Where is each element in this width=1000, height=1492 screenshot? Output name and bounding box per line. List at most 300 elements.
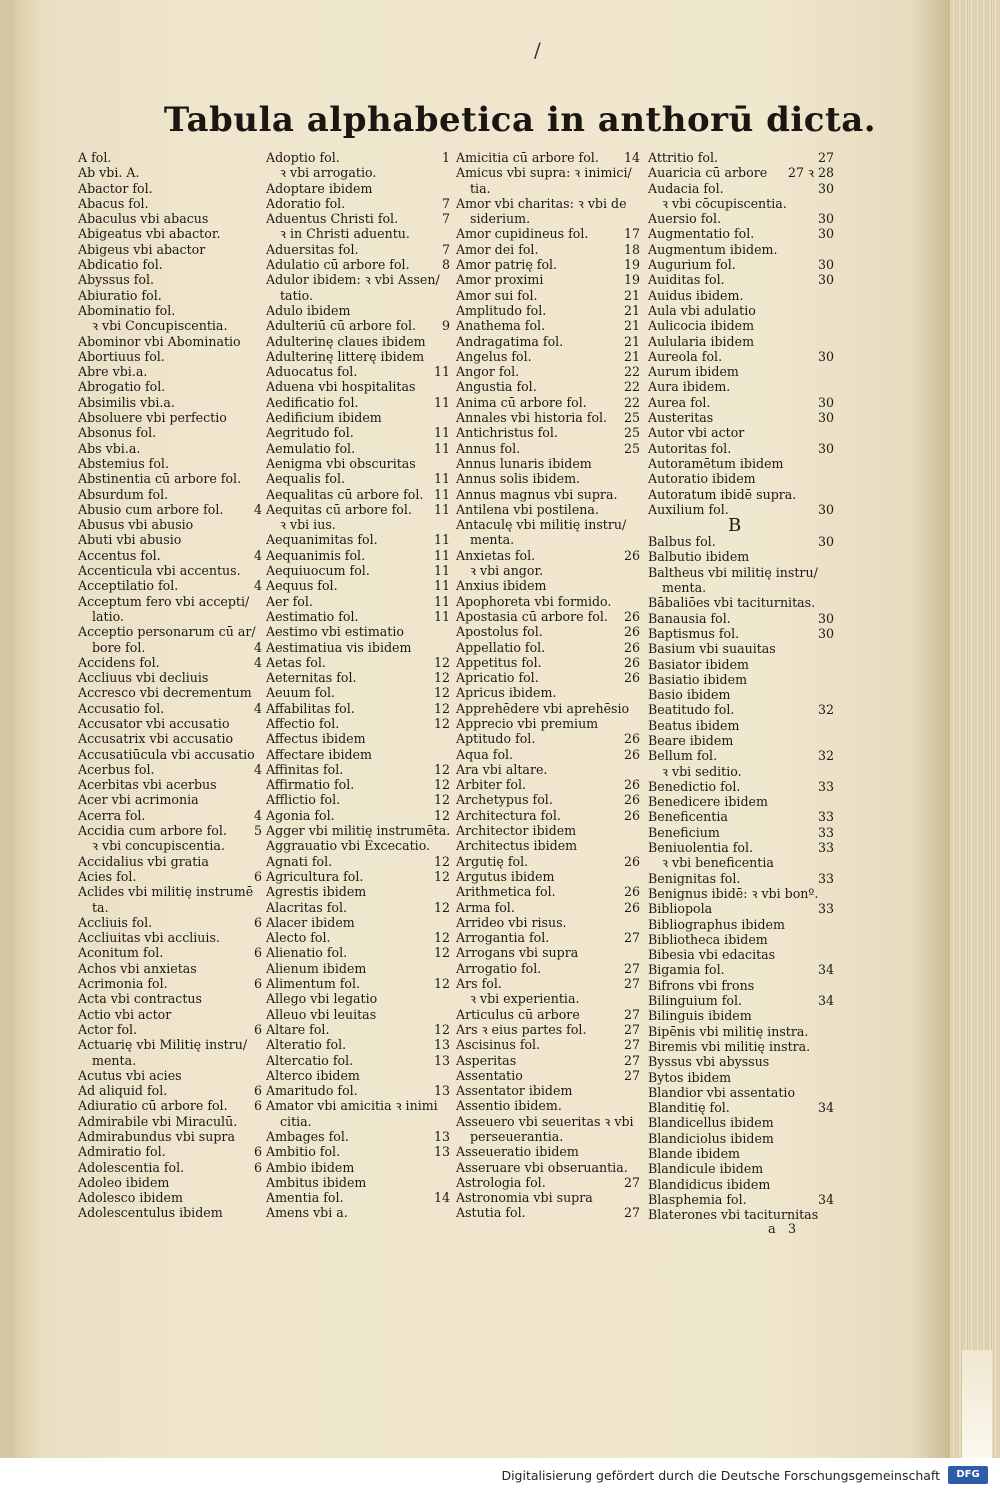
entry-term: ꝛ vbi ius.: [280, 517, 336, 533]
entry-term: Amplitudo fol.: [456, 302, 547, 318]
entry-folio-number: 12: [433, 1021, 450, 1037]
entry-folio-number: 27: [623, 1174, 640, 1190]
entry-term: Ara vbi altare.: [456, 761, 548, 777]
entry-term: Blasphemia fol.: [648, 1191, 747, 1207]
entry-term: Asseuero vbi seueritas ꝛ vbi: [456, 1113, 634, 1129]
entry-folio-number: 34: [817, 962, 834, 978]
index-entry: [648, 748, 836, 763]
index-entry: [456, 318, 642, 333]
index-entry: [456, 578, 642, 593]
index-entry: [456, 1022, 642, 1037]
index-entry: [266, 334, 452, 349]
entry-folio-number: 14: [433, 1190, 450, 1206]
entry-term: Ars fol.: [456, 976, 502, 992]
index-entry: [266, 1205, 452, 1220]
entry-term: Ambitio fol.: [266, 1144, 341, 1160]
index-entry: [456, 1129, 642, 1144]
entry-term: Autor vbi actor: [648, 425, 745, 441]
index-entry: [78, 1022, 264, 1037]
index-entry: [266, 150, 452, 165]
index-entry: [648, 181, 836, 196]
index-entry: [266, 976, 452, 991]
index-entry: [648, 733, 836, 748]
section-letter: [648, 517, 836, 534]
entry-term: Annus lunaris ibidem: [456, 455, 592, 471]
index-entry: [456, 181, 642, 196]
entry-folio-number: 11: [433, 608, 450, 624]
entry-term: Aestimatio fol.: [266, 608, 359, 624]
index-entry: [78, 502, 264, 517]
entry-term: Alteratio fol.: [266, 1037, 347, 1053]
index-entry: [266, 915, 452, 930]
index-entry: [456, 349, 642, 364]
entry-term: Affirmatio fol.: [266, 777, 355, 793]
index-entry: [456, 792, 642, 807]
entry-folio-number: 30: [817, 257, 834, 273]
entry-term: Agger vbi militię instrumēta.: [266, 823, 451, 839]
entry-term: Agnati fol.: [266, 853, 333, 869]
entry-folio-number: 21: [623, 318, 640, 334]
entry-term: Amens vbi a.: [266, 1205, 348, 1221]
index-entry: [78, 900, 264, 915]
entry-term: Beatus ibidem: [648, 717, 740, 733]
entry-term: Aclides vbi militię instrumē: [78, 884, 254, 900]
entry-term: Antichristus fol.: [456, 425, 558, 441]
entry-term: Aestimatiua vis ibidem: [266, 639, 412, 655]
index-entry: [266, 854, 452, 869]
entry-term: Accusator vbi accusatio: [78, 715, 230, 731]
entry-term: Angustia fol.: [456, 379, 537, 395]
entry-folio-number: 4: [253, 761, 262, 777]
entry-folio-number: 30: [817, 610, 834, 626]
entry-term: Accusatio fol.: [78, 700, 165, 716]
entry-folio-number: 30: [817, 348, 834, 364]
index-entry: [266, 441, 452, 456]
entry-term: Aequalis fol.: [266, 471, 346, 487]
entry-term: bore fol.: [92, 639, 146, 655]
page-title: Tabula alphabetica in anthorū dicta.: [163, 100, 877, 140]
entry-folio-number: 30: [817, 440, 834, 456]
index-entry: [648, 565, 836, 580]
entry-folio-number: 19: [623, 272, 640, 288]
index-entry: [266, 548, 452, 563]
entry-folio-number: 26: [623, 624, 640, 640]
index-entry: [648, 257, 836, 272]
entry-folio-number: 4: [253, 547, 262, 563]
entry-folio-number: 26: [623, 670, 640, 686]
entry-folio-number: 30: [817, 501, 834, 517]
index-entry: [78, 1037, 264, 1052]
index-entry: [78, 685, 264, 700]
entry-folio-number: 13: [433, 1052, 450, 1068]
entry-term: Annus solis ibidem.: [456, 471, 581, 487]
entry-term: Astrologia fol.: [456, 1174, 546, 1190]
entry-folio-number: 11: [433, 501, 450, 517]
entry-term: Aduersitas fol.: [266, 241, 359, 257]
index-entry: [648, 764, 836, 779]
entry-term: Augmentum ibidem.: [648, 241, 778, 257]
entry-term: Ambitus ibidem: [266, 1174, 367, 1190]
entry-term: Alacer ibidem: [266, 914, 355, 930]
entry-term: Aequitas cū arbore fol.: [266, 501, 412, 517]
index-entry: [648, 379, 836, 394]
entry-term: Alienum ibidem: [266, 960, 367, 976]
entry-folio-number: 26: [623, 807, 640, 823]
index-entry: [648, 947, 836, 962]
footer-bar: [0, 1458, 1000, 1492]
index-entry: [456, 915, 642, 930]
entry-term: Abiuratio fol.: [78, 287, 162, 303]
index-entry: [456, 1205, 642, 1220]
entry-term: Andragatima fol.: [456, 333, 564, 349]
entry-folio-number: 27: [623, 960, 640, 976]
entry-folio-number: 11: [433, 532, 450, 548]
entry-term: Bellum fol.: [648, 748, 718, 764]
entry-term: Abrogatio fol.: [78, 379, 166, 395]
index-entry: [266, 655, 452, 670]
entry-folio-number: 30: [817, 226, 834, 242]
index-entry: [456, 272, 642, 287]
index-entry: [648, 1070, 836, 1085]
entry-folio-number: 13: [433, 1129, 450, 1144]
entry-folio-number: 22: [623, 364, 640, 380]
entry-term: ꝛ in Christi aduentu.: [280, 226, 410, 242]
entry-folio-number: 12: [433, 792, 450, 808]
entry-term: Acies fol.: [78, 868, 137, 884]
entry-term: Ad aliquid fol.: [78, 1083, 168, 1099]
entry-term: Augmentatio fol.: [648, 226, 755, 242]
entry-term: Agricultura fol.: [266, 868, 364, 884]
index-entry: [266, 869, 452, 884]
entry-term: Annus fol.: [456, 440, 521, 456]
entry-term: Aequalitas cū arbore fol.: [266, 486, 424, 502]
index-entry: [648, 672, 836, 687]
entry-term: Aureola fol.: [648, 348, 723, 364]
entry-folio-number: 12: [433, 945, 450, 961]
entry-folio-number: 27: [623, 1052, 640, 1068]
index-entry: [456, 226, 642, 241]
index-entry: [456, 1190, 642, 1205]
entry-term: Amicus vbi supra: ꝛ inimici/: [456, 165, 632, 181]
entry-term: Aqua fol.: [456, 746, 514, 762]
entry-folio-number: 6: [253, 1159, 262, 1175]
index-entry: [78, 1053, 264, 1068]
entry-folio-number: 19: [623, 257, 640, 273]
entry-folio-number: 34: [817, 1100, 834, 1116]
index-entry: [78, 379, 264, 394]
index-entry: [266, 1037, 452, 1052]
entry-term: Abstemius fol.: [78, 455, 169, 471]
entry-term: Beneficium: [648, 824, 720, 840]
entry-term: Abacus fol.: [78, 195, 149, 211]
entry-term: Basiatio ibidem: [648, 671, 748, 687]
entry-term: Blaterones vbi taciturnitas: [648, 1207, 819, 1223]
index-entry: [266, 1083, 452, 1098]
index-entry: [456, 854, 642, 869]
index-entry: [266, 624, 452, 639]
index-entry: [266, 395, 452, 410]
index-entry: [648, 165, 836, 180]
index-entry: [78, 1190, 264, 1205]
index-entry: [456, 945, 642, 960]
index-entry: [648, 932, 836, 947]
entry-folio-number: 30: [817, 272, 834, 288]
index-entry: [78, 242, 264, 257]
entry-term: ꝛ vbi angor.: [470, 563, 544, 579]
index-entry: [648, 1100, 836, 1115]
index-entry: [456, 762, 642, 777]
index-entry: [648, 809, 836, 824]
entry-term: Astutia fol.: [456, 1205, 526, 1221]
index-entry: [266, 1053, 452, 1068]
entry-term: Benedictio fol.: [648, 778, 741, 794]
index-entry: [266, 670, 452, 685]
index-entry: [648, 364, 836, 379]
entry-term: Asperitas: [456, 1052, 517, 1068]
entry-folio-number: 11: [433, 578, 450, 594]
entry-term: Aula vbi adulatio: [648, 302, 756, 318]
entry-term: Abusus vbi abusio: [78, 517, 194, 533]
entry-folio-number: 33: [817, 840, 834, 856]
index-entry: [266, 701, 452, 716]
index-entry: [648, 641, 836, 656]
index-entry: [266, 578, 452, 593]
index-entry: [456, 838, 642, 853]
entry-folio-number: 6: [253, 914, 262, 930]
entry-term: menta.: [662, 580, 707, 596]
entry-term: Assentatio: [456, 1067, 523, 1083]
index-entry: [266, 716, 452, 731]
entry-term: Amor cupidineus fol.: [456, 226, 589, 242]
entry-term: Bigamia fol.: [648, 962, 725, 978]
entry-folio-number: 8: [441, 257, 450, 273]
entry-term: Allego vbi legatio: [266, 991, 378, 1007]
entry-term: Bipēnis vbi militię instra.: [648, 1023, 809, 1039]
index-entry: [648, 1085, 836, 1100]
entry-term: Autoratum ibidē supra.: [648, 486, 797, 502]
entry-term: Accusatiūcula vbi accusatio: [78, 746, 255, 762]
entry-folio-number: 13: [433, 1144, 450, 1160]
entry-term: Bibliographus ibidem: [648, 916, 785, 932]
entry-folio-number: 25: [623, 440, 640, 456]
index-entry: [78, 532, 264, 547]
entry-term: Aedificium ibidem: [266, 410, 382, 426]
entry-term: Abigeus vbi abactor: [78, 241, 206, 257]
entry-term: Ambages fol.: [266, 1129, 349, 1144]
entry-term: Architector ibidem: [456, 823, 577, 839]
index-entry: [648, 702, 836, 717]
entry-folio-number: 32: [817, 702, 834, 718]
index-entry: [648, 595, 836, 610]
entry-term: menta.: [92, 1052, 137, 1068]
page-edges: [950, 0, 1000, 1458]
entry-term: Auaricia cū arbore: [648, 165, 768, 181]
entry-term: Bilinguium fol.: [648, 993, 742, 1009]
entry-folio-number: 11: [433, 440, 450, 456]
index-entry: [78, 257, 264, 272]
entry-term: Adolesco ibidem: [78, 1190, 183, 1206]
entry-folio-number: 27: [623, 1021, 640, 1037]
index-entry: [266, 731, 452, 746]
index-entry: [78, 869, 264, 884]
index-entry: [78, 640, 264, 655]
entry-term: Afflictio fol.: [266, 792, 341, 808]
index-entry: [648, 318, 836, 333]
entry-term: Affabilitas fol.: [266, 700, 355, 716]
index-entry: [78, 915, 264, 930]
signature-mark: a 3: [768, 1222, 801, 1237]
entry-folio-number: 12: [433, 777, 450, 793]
index-entry: [648, 993, 836, 1008]
index-entry: [78, 777, 264, 792]
entry-term: siderium.: [470, 211, 531, 227]
index-entry: [78, 792, 264, 807]
entry-term: perseuerantia.: [470, 1129, 564, 1144]
index-entry: [78, 410, 264, 425]
index-entry: [456, 517, 642, 532]
index-entry: [456, 670, 642, 685]
entry-term: Abre vbi.a.: [78, 364, 148, 380]
index-entry: [456, 471, 642, 486]
entry-folio-number: 33: [817, 778, 834, 794]
index-entry: [648, 441, 836, 456]
entry-term: Acrimonia fol.: [78, 976, 168, 992]
index-entry: [266, 823, 452, 838]
index-entry: [648, 962, 836, 977]
entry-term: Amaritudo fol.: [266, 1083, 358, 1099]
page-edge-highlight: [962, 1350, 992, 1458]
entry-term: Aulicocia ibidem: [648, 318, 755, 334]
index-entry: [456, 716, 642, 731]
index-entry: [78, 716, 264, 731]
index-entry: [456, 869, 642, 884]
entry-folio-number: 21: [623, 348, 640, 364]
entry-term: Accidalius vbi gratia: [78, 853, 209, 869]
index-entry: [266, 425, 452, 440]
index-entry: [78, 1114, 264, 1129]
index-entry: [456, 150, 642, 165]
entry-folio-number: 11: [433, 471, 450, 487]
index-entry: [456, 747, 642, 762]
entry-term: Blandidicus ibidem: [648, 1176, 771, 1192]
index-entry: [456, 441, 642, 456]
entry-term: Abortiuus fol.: [78, 348, 165, 364]
index-entry: [266, 1007, 452, 1022]
entry-folio-number: 27 ꝛ 28: [787, 165, 834, 181]
entry-term: Balbus fol.: [648, 534, 716, 550]
entry-folio-number: 4: [253, 807, 262, 823]
entry-term: Amor sui fol.: [456, 287, 538, 303]
entry-term: ta.: [92, 899, 109, 915]
entry-term: Alleuo vbi leuitas: [266, 1006, 377, 1022]
index-entry: [266, 1068, 452, 1083]
entry-folio-number: 26: [623, 654, 640, 670]
entry-term: Ars ꝛ eius partes fol.: [456, 1021, 587, 1037]
entry-folio-number: 26: [623, 608, 640, 624]
index-entry: [456, 731, 642, 746]
entry-term: Abigeatus vbi abactor.: [78, 226, 221, 242]
entry-term: Angor fol.: [456, 364, 520, 380]
entry-term: Blandior vbi assentatio: [648, 1084, 796, 1100]
entry-term: Auiditas fol.: [648, 272, 725, 288]
index-entry: [456, 777, 642, 792]
entry-term: Basium vbi suauitas: [648, 641, 776, 657]
index-entry: [648, 226, 836, 241]
index-entry: [456, 425, 642, 440]
index-entry: [648, 272, 836, 287]
index-entry: [456, 701, 642, 716]
entry-term: Altare fol.: [266, 1021, 330, 1037]
index-entry: [648, 150, 836, 165]
entry-term: ꝛ vbi seditio.: [662, 763, 742, 779]
entry-term: Abuti vbi abusio: [78, 532, 182, 548]
entry-term: Acerra fol.: [78, 807, 146, 823]
entry-term: Antilena vbi postilena.: [456, 501, 599, 517]
entry-term: Abstinentia cū arbore fol.: [78, 471, 242, 487]
entry-term: Acerbitas vbi acerbus: [78, 777, 217, 793]
entry-folio-number: 11: [433, 593, 450, 609]
entry-term: Balbutio ibidem: [648, 549, 750, 565]
index-entry: [456, 502, 642, 517]
index-entry: [456, 594, 642, 609]
index-entry: [78, 303, 264, 318]
entry-folio-number: 11: [433, 486, 450, 502]
entry-term: Accliuis fol.: [78, 914, 153, 930]
entry-term: Basiator ibidem: [648, 656, 750, 672]
index-entry: [648, 840, 836, 855]
entry-folio-number: 22: [623, 394, 640, 410]
entry-folio-number: 27: [623, 1067, 640, 1083]
index-entry: [648, 871, 836, 886]
entry-term: Admirabundus vbi supra: [78, 1129, 235, 1144]
index-entry: [78, 548, 264, 563]
index-entry: [78, 578, 264, 593]
entry-folio-number: 12: [433, 700, 450, 716]
index-column-3: [456, 150, 642, 1221]
index-entry: [78, 747, 264, 762]
index-column-4: [648, 150, 836, 1222]
entry-term: Abaculus vbi abacus: [78, 211, 209, 227]
index-entry: [78, 594, 264, 609]
entry-term: Aequanimis fol.: [266, 547, 366, 563]
entry-term: Abyssus fol.: [78, 272, 155, 288]
entry-term: Amicitia cū arbore fol.: [456, 150, 599, 165]
index-entry: [78, 425, 264, 440]
entry-term: Altercatio fol.: [266, 1052, 354, 1068]
entry-term: Adolescentia fol.: [78, 1159, 185, 1175]
index-entry: [456, 165, 642, 180]
entry-folio-number: 12: [433, 761, 450, 777]
index-entry: [648, 456, 836, 471]
entry-folio-number: 12: [433, 868, 450, 884]
index-entry: [456, 808, 642, 823]
entry-folio-number: 12: [433, 976, 450, 992]
entry-term: Agonia fol.: [266, 807, 335, 823]
entry-term: Biremis vbi militię instra.: [648, 1038, 811, 1054]
index-entry: [78, 487, 264, 502]
entry-term: latio.: [92, 608, 124, 624]
dfg-logo: DFG: [948, 1466, 988, 1484]
entry-term: Assentator ibidem: [456, 1083, 573, 1099]
index-entry: [78, 395, 264, 410]
entry-folio-number: 30: [817, 625, 834, 641]
entry-term: Arrogantia fol.: [456, 930, 550, 946]
entry-term: Anathema fol.: [456, 318, 546, 334]
entry-term: Augurium fol.: [648, 257, 736, 273]
entry-term: Adulatio cū arbore fol.: [266, 257, 410, 273]
entry-term: Accidens fol.: [78, 654, 160, 670]
index-entry: [456, 379, 642, 394]
